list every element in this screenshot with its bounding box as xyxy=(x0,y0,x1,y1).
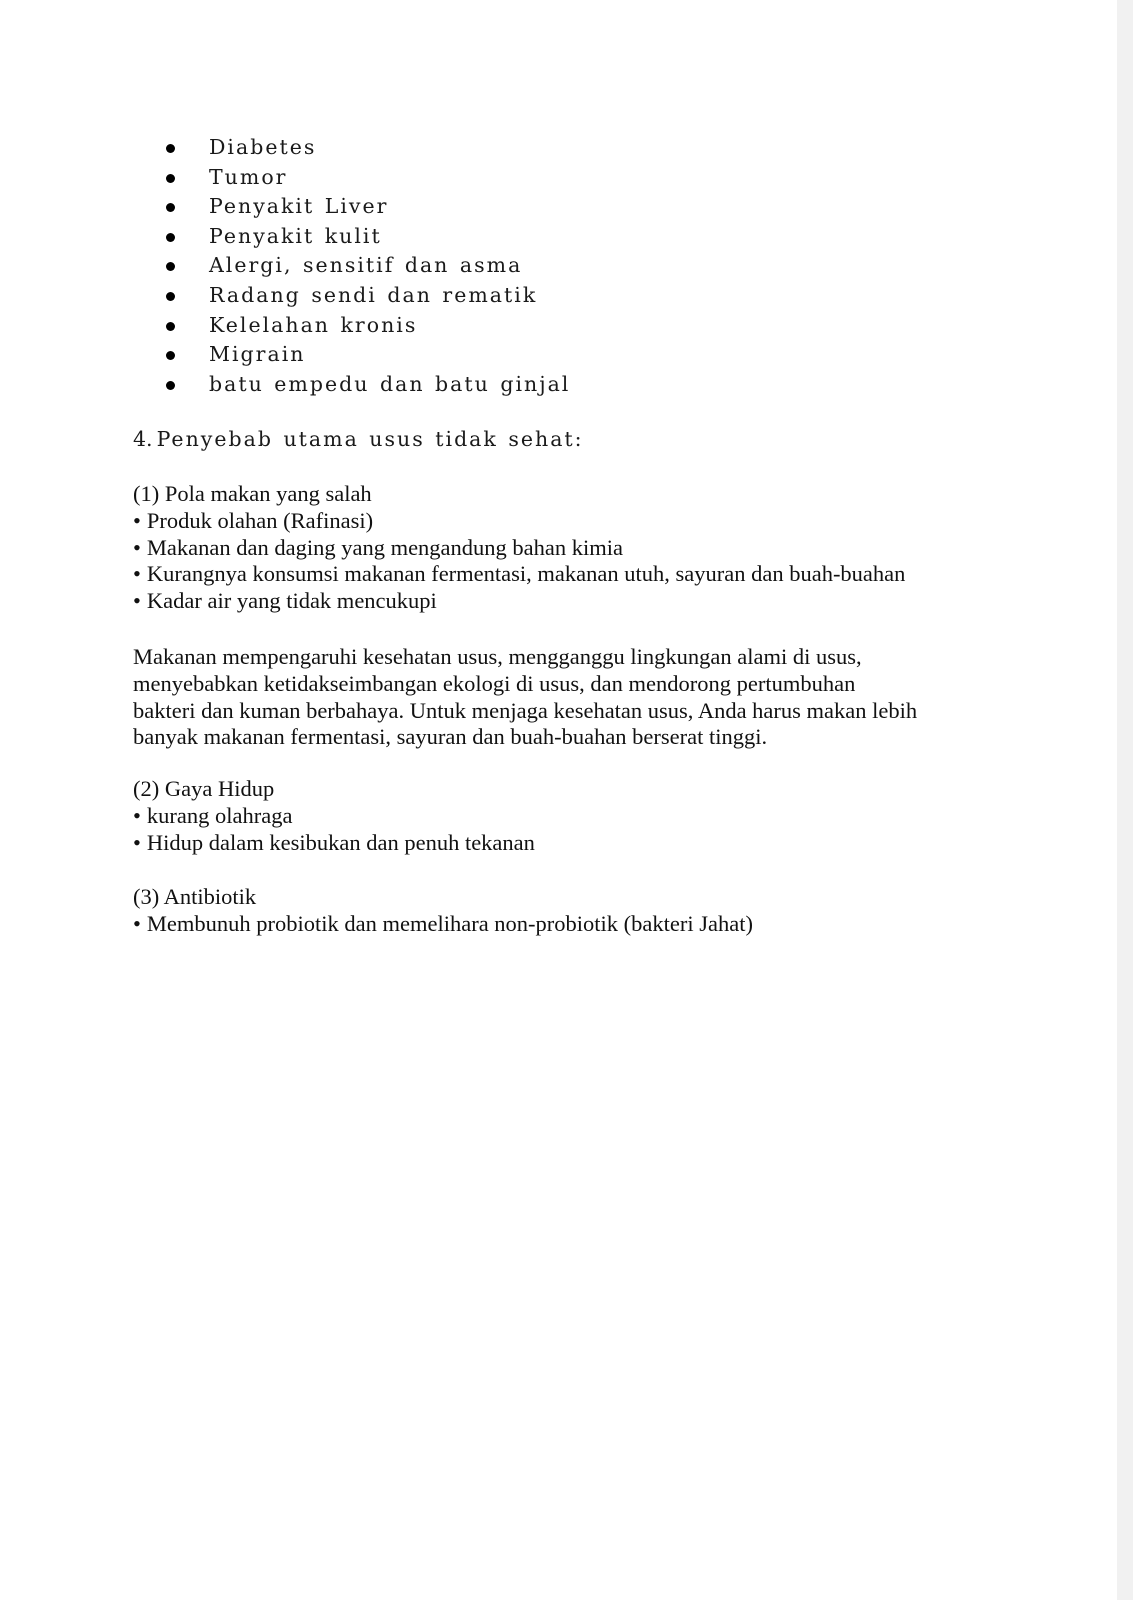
bullet-dot xyxy=(166,203,175,212)
paragraph-line: Makanan mempengaruhi kesehatan usus, mengganggu lingkungan alami di usus, xyxy=(133,644,862,669)
list-item-text: Penyakit Liver xyxy=(209,194,389,219)
cause-title: (1) Pola makan yang salah xyxy=(133,481,372,506)
explanation-paragraph xyxy=(133,644,917,751)
list-item-text: Alergi, sensitif dan asma xyxy=(209,253,523,278)
bullet-dot xyxy=(166,351,175,360)
list-item-text: Migrain xyxy=(209,342,306,367)
cause-item-text: kurang olahraga xyxy=(146,802,293,828)
cause-item-text: Produk olahan (Rafinasi) xyxy=(146,507,374,533)
list-item xyxy=(164,311,570,341)
bullet-dot xyxy=(166,292,175,301)
cause-title: (2) Gaya Hidup xyxy=(133,776,275,801)
paragraph-line: banyak makanan fermentasi, sayuran dan buah-buahan berserat tinggi. xyxy=(133,724,768,750)
section-heading-text: Penyebab utama usus tidak sehat: xyxy=(156,427,584,451)
list-item xyxy=(164,281,570,311)
cause-item-text: Kadar air yang tidak mencukupi xyxy=(146,588,437,614)
cause-bullet-item xyxy=(133,535,905,562)
list-item xyxy=(164,133,570,163)
section-4-heading xyxy=(133,427,584,451)
cause-3-block xyxy=(133,884,753,938)
cause-item-text: Membunuh probiotik dan memelihara non-probiotik (bakteri Jahat) xyxy=(146,910,753,936)
cause-title: (3) Antibiotik xyxy=(133,884,257,909)
list-item xyxy=(164,222,570,252)
bullet-dot xyxy=(166,381,175,390)
cause-bullet-item xyxy=(133,803,535,830)
list-item xyxy=(164,340,570,370)
list-item-text: batu empedu dan batu ginjal xyxy=(209,371,571,396)
list-item-text: Radang sendi dan rematik xyxy=(209,282,538,307)
cause-2-block xyxy=(133,776,535,856)
cause-item-text: Makanan dan daging yang mengandung bahan kimia xyxy=(146,534,624,560)
list-item xyxy=(164,192,570,222)
bullet-symbol: • xyxy=(133,507,141,533)
paragraph-line: bakteri dan kuman berbahaya. Untuk menjaga kesehatan usus, Anda harus makan lebih xyxy=(133,697,918,723)
cause-bullet-item xyxy=(133,588,905,615)
bullet-symbol: • xyxy=(133,829,141,855)
cause-bullet-item xyxy=(133,561,905,588)
list-item-text: Diabetes xyxy=(209,135,317,159)
list-item xyxy=(164,163,570,193)
bullet-dot xyxy=(166,174,175,183)
bullet-symbol: • xyxy=(133,588,141,614)
bullet-symbol: • xyxy=(133,802,141,828)
cause-bullet-item xyxy=(133,830,535,857)
section-number: 4. xyxy=(133,427,153,451)
cause-item-text: Hidup dalam kesibukan dan penuh tekanan xyxy=(146,829,535,855)
list-item xyxy=(164,370,570,400)
list-item xyxy=(164,251,570,281)
cause-1-block xyxy=(133,481,905,615)
list-item-text: Penyakit kulit xyxy=(209,223,382,248)
bullet-dot xyxy=(166,262,175,271)
bullet-dot xyxy=(166,322,175,331)
cause-item-text: Kurangnya konsumsi makanan fermentasi, makanan utuh, sayuran dan buah-buahan xyxy=(146,561,906,587)
cause-bullet-item xyxy=(133,508,905,535)
bullet-symbol: • xyxy=(133,910,141,936)
disease-list xyxy=(164,133,570,399)
page-edge-margin xyxy=(1117,0,1133,1600)
bullet-dot xyxy=(166,144,175,153)
bullet-symbol: • xyxy=(133,561,141,587)
cause-bullet-item xyxy=(133,911,753,938)
list-item-text: Tumor xyxy=(209,164,288,189)
bullet-symbol: • xyxy=(133,534,141,560)
paragraph-line: menyebabkan ketidakseimbangan ekologi di usus, dan mendorong pertumbuhan xyxy=(133,670,856,696)
bullet-dot xyxy=(166,233,175,242)
list-item-text: Kelelahan kronis xyxy=(209,312,418,337)
